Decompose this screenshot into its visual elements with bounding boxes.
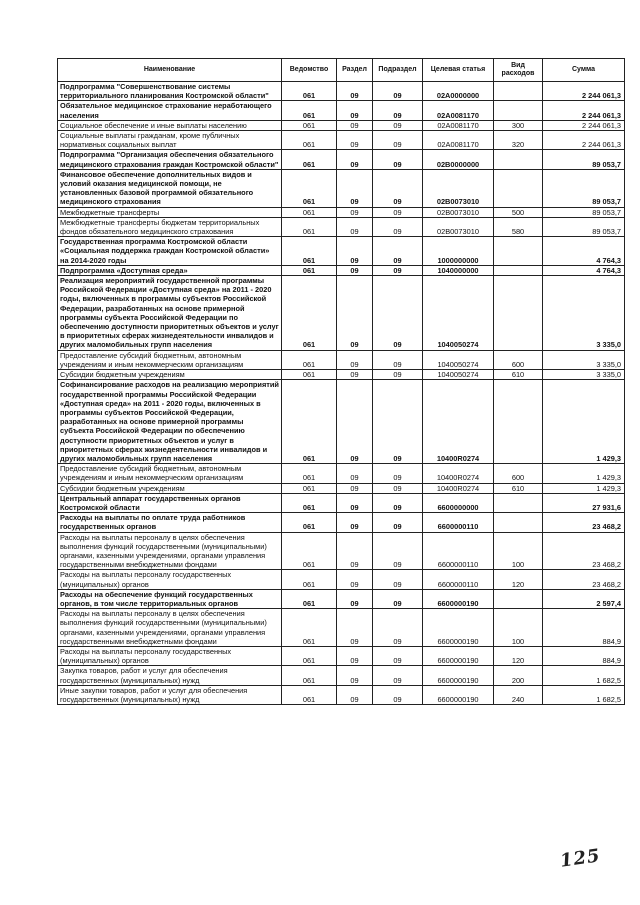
cell-name: Предоставление субсидий бюджетным, автономным учреждениям и иным некоммерческим организациям [58, 464, 282, 483]
cell-name: Подпрограмма «Доступная среда» [58, 265, 282, 275]
cell-section: 09 [337, 464, 373, 483]
cell-dept: 061 [282, 532, 337, 570]
cell-dept: 061 [282, 589, 337, 608]
cell-article: 6600000190 [423, 609, 494, 647]
cell-subsection: 09 [373, 570, 423, 589]
cell-sum: 2 244 061,3 [543, 101, 625, 120]
cell-section: 09 [337, 120, 373, 130]
cell-expense-type [494, 150, 543, 169]
header-dept: Ведомство [282, 59, 337, 82]
cell-expense-type [494, 380, 543, 464]
header-article: Целевая статья [423, 59, 494, 82]
cell-dept: 061 [282, 685, 337, 704]
cell-dept: 061 [282, 493, 337, 512]
cell-name: Расходы на выплаты по оплате труда работников государственных органов [58, 513, 282, 532]
cell-expense-type [494, 169, 543, 207]
cell-article: 6600000190 [423, 685, 494, 704]
cell-article: 1040050274 [423, 276, 494, 351]
cell-name: Реализация мероприятий государственной программы Российской Федерации «Доступная среда» на 2011 - 2020 годы, включенных в программы субъектов Российской Федерации, разработанных на основе примерной программы субъекта Российской Федерации по обеспечению доступности приоритетных объектов и услуг в приоритетных сферах жизнедеятельности инвалидов и других маломобильных групп населения [58, 276, 282, 351]
cell-subsection: 09 [373, 276, 423, 351]
table-body [58, 82, 625, 705]
cell-expense-type: 300 [494, 120, 543, 130]
cell-dept: 061 [282, 513, 337, 532]
cell-dept: 061 [282, 101, 337, 120]
cell-article: 02В0000000 [423, 150, 494, 169]
cell-sum: 1 429,3 [543, 380, 625, 464]
table-row [58, 265, 625, 275]
cell-name: Обязательное медицинское страхование неработающего населения [58, 101, 282, 120]
cell-sum: 1 429,3 [543, 464, 625, 483]
cell-sum: 4 764,3 [543, 237, 625, 266]
cell-sum: 3 335,0 [543, 370, 625, 380]
table-row [58, 380, 625, 464]
cell-subsection: 09 [373, 380, 423, 464]
cell-expense-type [494, 101, 543, 120]
cell-name: Социальные выплаты гражданам, кроме публичных нормативных социальных выплат [58, 131, 282, 150]
cell-section: 09 [337, 570, 373, 589]
cell-subsection: 09 [373, 493, 423, 512]
cell-section: 09 [337, 685, 373, 704]
cell-expense-type [494, 276, 543, 351]
cell-expense-type [494, 237, 543, 266]
cell-expense-type [494, 493, 543, 512]
table-row [58, 370, 625, 380]
cell-article: 10400R0274 [423, 380, 494, 464]
cell-dept: 061 [282, 150, 337, 169]
cell-expense-type [494, 265, 543, 275]
cell-subsection: 09 [373, 131, 423, 150]
cell-name: Иные закупки товаров, работ и услуг для обеспечения государственных (муниципальных) нужд [58, 685, 282, 704]
cell-section: 09 [337, 101, 373, 120]
cell-article: 02А0081170 [423, 120, 494, 130]
cell-section: 09 [337, 276, 373, 351]
cell-name: Межбюджетные трансферты [58, 207, 282, 217]
cell-expense-type: 600 [494, 464, 543, 483]
cell-subsection: 09 [373, 101, 423, 120]
cell-article: 02В0073010 [423, 169, 494, 207]
table-row [58, 217, 625, 236]
cell-name: Центральный аппарат государственных органов Костромской области [58, 493, 282, 512]
cell-expense-type: 240 [494, 685, 543, 704]
cell-dept: 061 [282, 169, 337, 207]
cell-expense-type: 500 [494, 207, 543, 217]
cell-expense-type: 600 [494, 350, 543, 369]
table-row [58, 532, 625, 570]
cell-name: Софинансирование расходов на реализацию мероприятий государственной программы Российской Федерации «Доступная среда» на 2011 - 2020 годы, включенных в программы субъектов Российской Федерации, разработанных на основе примерной программы субъекта Российской Федерации по обеспечению доступности приоритетных объектов и услуг в приоритетных сферах жизнедеятельности инвалидов и других маломобильных групп населения [58, 380, 282, 464]
table-row [58, 464, 625, 483]
cell-sum: 89 053,7 [543, 217, 625, 236]
cell-dept: 061 [282, 464, 337, 483]
cell-sum: 884,9 [543, 646, 625, 665]
cell-dept: 061 [282, 646, 337, 665]
cell-name: Подпрограмма "Совершенствование системы территориального планирования Костромской области" [58, 82, 282, 101]
cell-article: 10400R0274 [423, 483, 494, 493]
cell-dept: 061 [282, 82, 337, 101]
cell-sum: 23 468,2 [543, 513, 625, 532]
table-row [58, 685, 625, 704]
cell-article: 1000000000 [423, 237, 494, 266]
cell-section: 09 [337, 380, 373, 464]
cell-subsection: 09 [373, 217, 423, 236]
cell-subsection: 09 [373, 513, 423, 532]
cell-subsection: 09 [373, 82, 423, 101]
cell-subsection: 09 [373, 169, 423, 207]
cell-sum: 884,9 [543, 609, 625, 647]
cell-sum: 27 931,6 [543, 493, 625, 512]
cell-section: 09 [337, 350, 373, 369]
table-row [58, 101, 625, 120]
page-number: 125 [558, 845, 602, 872]
cell-sum: 1 682,5 [543, 685, 625, 704]
cell-section: 09 [337, 589, 373, 608]
cell-expense-type: 200 [494, 666, 543, 685]
cell-name: Межбюджетные трансферты бюджетам территориальных фондов обязательного медицинского страхования [58, 217, 282, 236]
cell-article: 1040050274 [423, 350, 494, 369]
cell-section: 09 [337, 483, 373, 493]
table-row [58, 131, 625, 150]
cell-subsection: 09 [373, 464, 423, 483]
cell-section: 09 [337, 646, 373, 665]
cell-expense-type: 120 [494, 570, 543, 589]
table-row [58, 120, 625, 130]
cell-article: 02А0081170 [423, 131, 494, 150]
cell-section: 09 [337, 169, 373, 207]
cell-dept: 061 [282, 237, 337, 266]
cell-dept: 061 [282, 120, 337, 130]
cell-article: 02А0081170 [423, 101, 494, 120]
table-row [58, 150, 625, 169]
cell-name: Социальное обеспечение и иные выплаты населению [58, 120, 282, 130]
cell-article: 10400R0274 [423, 464, 494, 483]
cell-expense-type: 580 [494, 217, 543, 236]
cell-sum: 89 053,7 [543, 207, 625, 217]
cell-subsection: 09 [373, 350, 423, 369]
cell-section: 09 [337, 370, 373, 380]
cell-dept: 061 [282, 483, 337, 493]
cell-article: 6600000110 [423, 532, 494, 570]
header-section: Раздел [337, 59, 373, 82]
table-row [58, 237, 625, 266]
cell-expense-type: 610 [494, 370, 543, 380]
cell-section: 09 [337, 207, 373, 217]
cell-article: 6600000110 [423, 513, 494, 532]
table-row [58, 207, 625, 217]
cell-article: 1040000000 [423, 265, 494, 275]
table-row [58, 570, 625, 589]
header-subsection: Подраздел [373, 59, 423, 82]
cell-sum: 1 429,3 [543, 483, 625, 493]
table-row [58, 493, 625, 512]
table-row [58, 646, 625, 665]
cell-expense-type: 100 [494, 609, 543, 647]
table-row [58, 169, 625, 207]
cell-article: 6600000110 [423, 570, 494, 589]
cell-expense-type: 120 [494, 646, 543, 665]
cell-subsection: 09 [373, 685, 423, 704]
cell-subsection: 09 [373, 150, 423, 169]
cell-name: Расходы на выплаты персоналу в целях обеспечения выполнения функций государственными (муниципальными) органами, казенными учреждениями, органами управления государственными внебюджетными фондами [58, 532, 282, 570]
cell-section: 09 [337, 513, 373, 532]
cell-dept: 061 [282, 207, 337, 217]
cell-sum: 2 597,4 [543, 589, 625, 608]
cell-sum: 2 244 061,3 [543, 120, 625, 130]
cell-article: 02В0073010 [423, 207, 494, 217]
cell-dept: 061 [282, 570, 337, 589]
cell-subsection: 09 [373, 265, 423, 275]
cell-sum: 2 244 061,3 [543, 82, 625, 101]
cell-name: Государственная программа Костромской области «Социальная поддержка граждан Костромской области» на 2014-2020 годы [58, 237, 282, 266]
cell-article: 1040050274 [423, 370, 494, 380]
cell-article: 02В0073010 [423, 217, 494, 236]
header-sum: Сумма [543, 59, 625, 82]
cell-section: 09 [337, 150, 373, 169]
cell-section: 09 [337, 82, 373, 101]
cell-sum: 23 468,2 [543, 570, 625, 589]
cell-subsection: 09 [373, 646, 423, 665]
cell-name: Подпрограмма "Организация обеспечения обязательного медицинского страхования граждан Костромской области" [58, 150, 282, 169]
cell-article: 6600000190 [423, 646, 494, 665]
budget-table [57, 58, 625, 705]
cell-dept: 061 [282, 131, 337, 150]
cell-expense-type [494, 589, 543, 608]
table-row [58, 589, 625, 608]
cell-expense-type [494, 82, 543, 101]
cell-subsection: 09 [373, 207, 423, 217]
cell-name: Расходы на выплаты персоналу государственных (муниципальных) органов [58, 646, 282, 665]
cell-dept: 061 [282, 265, 337, 275]
cell-dept: 061 [282, 666, 337, 685]
cell-expense-type [494, 513, 543, 532]
cell-name: Субсидии бюджетным учреждениям [58, 483, 282, 493]
cell-dept: 061 [282, 380, 337, 464]
cell-section: 09 [337, 666, 373, 685]
cell-subsection: 09 [373, 120, 423, 130]
cell-sum: 3 335,0 [543, 350, 625, 369]
cell-name: Финансовое обеспечение дополнительных видов и условий оказания медицинской помощи, не установленных базовой программой обязательного медицинского страхования [58, 169, 282, 207]
cell-dept: 061 [282, 217, 337, 236]
header-expense-type: Вид расходов [494, 59, 543, 82]
table-row [58, 82, 625, 101]
cell-section: 09 [337, 237, 373, 266]
cell-subsection: 09 [373, 370, 423, 380]
cell-sum: 1 682,5 [543, 666, 625, 685]
cell-subsection: 09 [373, 666, 423, 685]
cell-section: 09 [337, 532, 373, 570]
cell-expense-type: 100 [494, 532, 543, 570]
cell-subsection: 09 [373, 589, 423, 608]
cell-section: 09 [337, 609, 373, 647]
cell-sum: 89 053,7 [543, 150, 625, 169]
cell-subsection: 09 [373, 237, 423, 266]
cell-sum: 4 764,3 [543, 265, 625, 275]
cell-name: Расходы на выплаты персоналу в целях обеспечения выполнения функций государственными (муниципальными) органами, казенными учреждениями, органами управления государственными внебюджетными фондами [58, 609, 282, 647]
cell-subsection: 09 [373, 532, 423, 570]
cell-sum: 2 244 061,3 [543, 131, 625, 150]
cell-sum: 89 053,7 [543, 169, 625, 207]
cell-section: 09 [337, 265, 373, 275]
cell-article: 6600000190 [423, 589, 494, 608]
header-name: Наименование [58, 59, 282, 82]
table-row [58, 666, 625, 685]
cell-article: 02А0000000 [423, 82, 494, 101]
cell-subsection: 09 [373, 483, 423, 493]
cell-article: 6600000000 [423, 493, 494, 512]
cell-dept: 061 [282, 370, 337, 380]
cell-article: 6600000190 [423, 666, 494, 685]
cell-sum: 3 335,0 [543, 276, 625, 351]
cell-name: Субсидии бюджетным учреждениям [58, 370, 282, 380]
cell-expense-type: 610 [494, 483, 543, 493]
table-row [58, 276, 625, 351]
table-header-row [58, 59, 625, 82]
cell-section: 09 [337, 493, 373, 512]
table-row [58, 350, 625, 369]
cell-section: 09 [337, 131, 373, 150]
cell-name: Предоставление субсидий бюджетным, автономным учреждениям и иным некоммерческим организациям [58, 350, 282, 369]
table-row [58, 609, 625, 647]
cell-subsection: 09 [373, 609, 423, 647]
cell-dept: 061 [282, 609, 337, 647]
cell-dept: 061 [282, 350, 337, 369]
cell-sum: 23 468,2 [543, 532, 625, 570]
table-row [58, 513, 625, 532]
cell-name: Расходы на обеспечение функций государственных органов, в том числе территориальных органов [58, 589, 282, 608]
table-row [58, 483, 625, 493]
cell-section: 09 [337, 217, 373, 236]
cell-name: Расходы на выплаты персоналу государственных (муниципальных) органов [58, 570, 282, 589]
cell-name: Закупка товаров, работ и услуг для обеспечения государственных (муниципальных) нужд [58, 666, 282, 685]
cell-dept: 061 [282, 276, 337, 351]
cell-expense-type: 320 [494, 131, 543, 150]
